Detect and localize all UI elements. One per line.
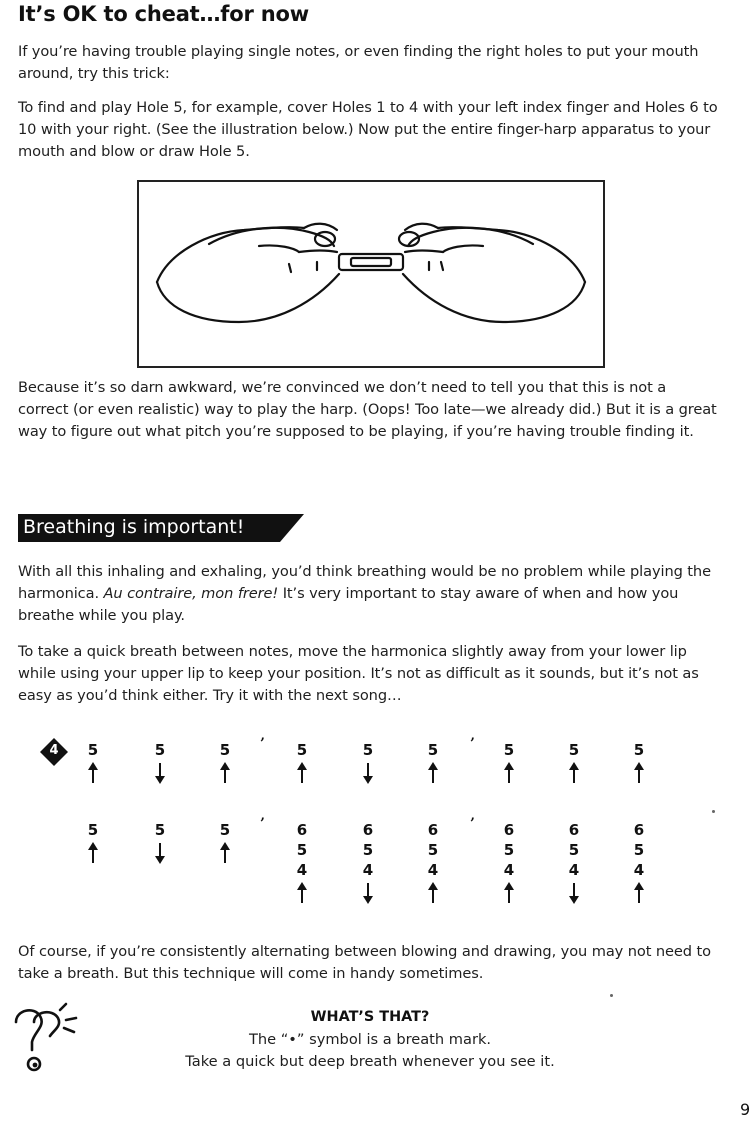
- hole-number: 5: [296, 841, 308, 859]
- hole-number: 4: [568, 861, 580, 879]
- arrow-up-icon: [427, 762, 439, 784]
- finger-harp-illustration: [137, 180, 605, 368]
- hole-number: 6: [296, 821, 308, 839]
- arrow-up-icon: [568, 762, 580, 784]
- tab-note: [80, 742, 106, 784]
- tab-note: [626, 742, 652, 784]
- closing-paragraph: Of course, if you’re consistently alternating between blowing and drawing, you may not need to take a breath. But this technique will come in handy sometimes.: [18, 943, 711, 982]
- awkward-paragraph: Because it’s so darn awkward, we’re convinced we don’t need to tell you that this is not a correct (or even realistic) way to play the harp. (Oops! Too late—we already did.) But it is a great way to figure out what pitch you’re supposed to be playing, if you’re having trouble finding it.: [18, 379, 717, 440]
- intro-paragraph: If you’re having trouble playing single notes, or even finding the right holes to put your mouth around, try this trick:: [18, 43, 699, 82]
- hole-number: 6: [427, 821, 439, 839]
- hole-number: 5: [154, 741, 166, 759]
- arrow-down-icon: [154, 762, 166, 784]
- page-number: 9: [740, 1100, 750, 1119]
- speck: [712, 810, 715, 813]
- hole-number: 6: [362, 821, 374, 839]
- speck: [610, 994, 613, 997]
- au-contraire-text: Au contraire, mon frere!: [103, 585, 279, 602]
- arrow-up-icon: [503, 762, 515, 784]
- breathing-paragraph-1: [18, 561, 718, 627]
- section-title-cheat: It’s OK to cheat…for now: [18, 2, 309, 26]
- breathing-heading-bar: [18, 514, 304, 542]
- tab-note: [496, 742, 522, 784]
- hole-number: 5: [568, 841, 580, 859]
- arrow-up-icon: [87, 762, 99, 784]
- hole-number: 5: [427, 741, 439, 759]
- arrow-up-icon: [503, 882, 515, 904]
- instructions-paragraph: To find and play Hole 5, for example, cover Holes 1 to 4 with your left index finger and Holes 6 to 10 with your right. (See the illustration below.) Now put the entire finger-harp apparatus to your mouth and blow or draw Hole 5.: [18, 99, 718, 160]
- tab-note: [147, 822, 173, 864]
- tab-note: [496, 822, 522, 904]
- arrow-up-icon: [633, 762, 645, 784]
- hole-number: 5: [362, 741, 374, 759]
- arrow-up-icon: [219, 762, 231, 784]
- tab-note: [355, 742, 381, 784]
- hands-holding-harmonica-drawing: [139, 182, 603, 366]
- hole-number: 6: [568, 821, 580, 839]
- hole-number: 4: [427, 861, 439, 879]
- track-number-badge: [40, 738, 68, 766]
- question-mark-icon: [4, 1000, 82, 1078]
- hole-number: 5: [296, 741, 308, 759]
- arrow-down-icon: [362, 882, 374, 904]
- callout-title: WHAT’S THAT?: [310, 1009, 430, 1025]
- arrow-down-icon: [362, 762, 374, 784]
- arrow-down-icon: [568, 882, 580, 904]
- tab-note: [420, 822, 446, 904]
- hole-number: 5: [87, 821, 99, 839]
- arrow-up-icon: [87, 842, 99, 864]
- tab-note: [420, 742, 446, 784]
- arrow-up-icon: [296, 762, 308, 784]
- breath-mark: ’: [260, 816, 265, 832]
- hole-number: 5: [219, 741, 231, 759]
- breathing-paragraph-2: To take a quick breath between notes, move the harmonica slightly away from your lower lip while using your upper lip to keep your position. It’s not as difficult as it sounds, but it’s not as easy as you’d think either. Try it with the next song…: [18, 643, 699, 704]
- hole-number: 4: [633, 861, 645, 879]
- hole-number: 5: [362, 841, 374, 859]
- arrow-up-icon: [633, 882, 645, 904]
- tab-note: [355, 822, 381, 904]
- hole-number: 5: [154, 821, 166, 839]
- hole-number: 5: [503, 841, 515, 859]
- tab-note: [561, 822, 587, 904]
- hole-number: 5: [427, 841, 439, 859]
- callout-line-2: Take a quick but deep breath whenever you see it.: [185, 1053, 555, 1070]
- tab-note: [626, 822, 652, 904]
- tab-note: [147, 742, 173, 784]
- tab-note: [561, 742, 587, 784]
- tab-note: [289, 822, 315, 904]
- section-title-breathing: Breathing is important!: [23, 516, 245, 538]
- hole-number: 4: [296, 861, 308, 879]
- arrow-down-icon: [154, 842, 166, 864]
- breath-mark: ’: [260, 736, 265, 752]
- hole-number: 5: [503, 741, 515, 759]
- hole-number: 5: [633, 841, 645, 859]
- breath-mark: ’: [470, 816, 475, 832]
- hole-number: 4: [503, 861, 515, 879]
- tab-note: [212, 822, 238, 864]
- arrow-up-icon: [219, 842, 231, 864]
- arrow-up-icon: [296, 882, 308, 904]
- tab-note: [80, 822, 106, 864]
- callout-line-1: The “•” symbol is a breath mark.: [248, 1031, 492, 1048]
- hole-number: 4: [362, 861, 374, 879]
- breath-mark: ’: [470, 736, 475, 752]
- breathing-p1-text: With all this inhaling and exhaling, you’d think breathing would be no problem while playing the harmonica.: [18, 563, 711, 602]
- hole-number: 6: [503, 821, 515, 839]
- track-number: 4: [49, 743, 59, 758]
- hole-number: 5: [568, 741, 580, 759]
- breathing-p1-end-text: It’s very important to stay aware of when and how you breathe while you play.: [18, 585, 679, 624]
- hole-number: 6: [633, 821, 645, 839]
- hole-number: 5: [633, 741, 645, 759]
- hole-number: 5: [87, 741, 99, 759]
- tab-note: [212, 742, 238, 784]
- arrow-up-icon: [427, 882, 439, 904]
- tab-note: [289, 742, 315, 784]
- hole-number: 5: [219, 821, 231, 839]
